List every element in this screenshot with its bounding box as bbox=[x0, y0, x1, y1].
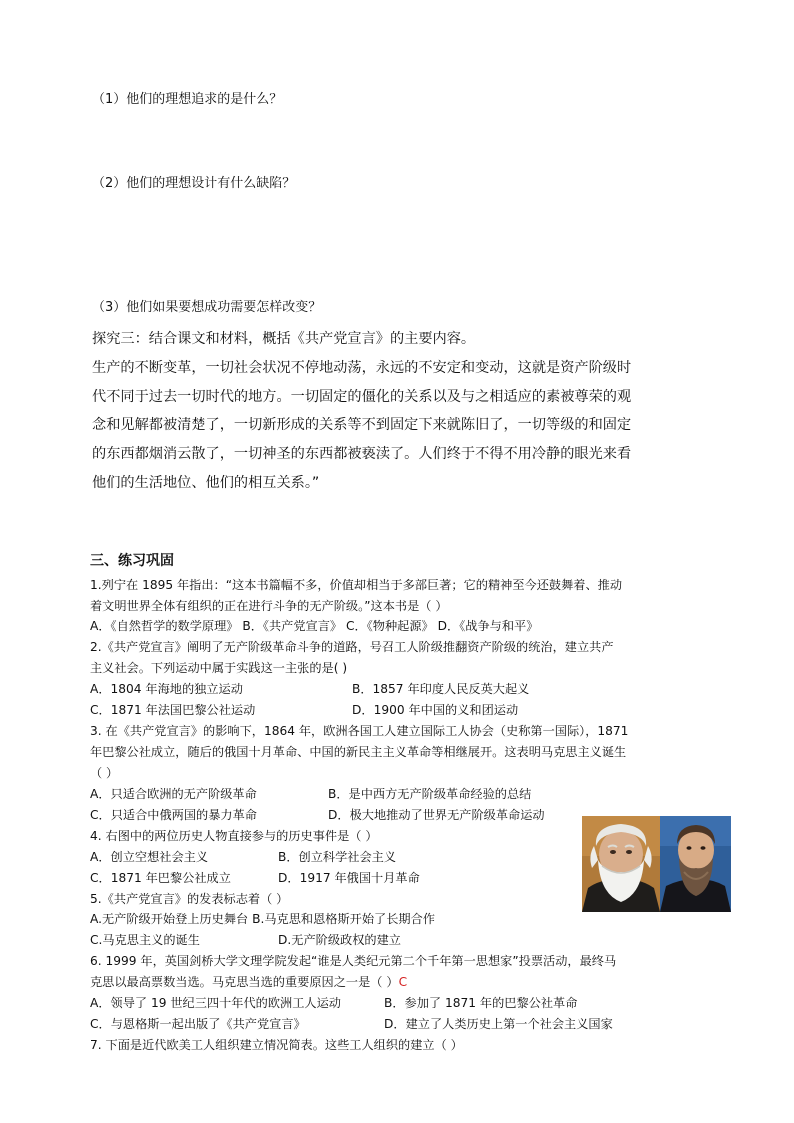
exercise-options: A.无产阶级开始登上历史舞台 B.马克思和恩格斯开始了长期合作 bbox=[90, 912, 435, 926]
exercise-line: 5.《共产党宣言》的发表标志着（ ） bbox=[90, 892, 289, 906]
exercise-line bbox=[90, 973, 407, 992]
exercise-line: （ ） bbox=[90, 766, 119, 780]
option-d: D．建立了人类历史上第一个社会主义国家 bbox=[384, 1017, 613, 1031]
inquiry-title: 探究三：结合课文和材料，概括《共产党宣言》的主要内容。 bbox=[92, 331, 476, 347]
exercise-line: 年巴黎公社成立，随后的俄国十月革命、中国的新民主主义革命等相继展开。这表明马克思主义诞生 bbox=[90, 745, 627, 759]
option-d: D.无产阶级政权的建立 bbox=[278, 933, 401, 947]
portrait-right bbox=[660, 816, 731, 912]
inquiry-line: 的东西都烟消云散了，一切神圣的东西都被亵渎了。人们终于不得不用冷静的眼光来看 bbox=[92, 446, 632, 463]
option-c: C．1871 年巴黎公社成立 bbox=[90, 871, 231, 885]
inquiry-line: 生产的不断变革，一切社会状况不停地动荡，永远的不安定和变动，这就是资产阶级时 bbox=[92, 359, 632, 376]
exercise-text: 克思以最高票数当选。马克思当选的重要原因之一是（ ） bbox=[90, 975, 399, 989]
option-d: D．1917 年俄国十月革命 bbox=[278, 871, 420, 885]
option-a: A．只适合欧洲的无产阶级革命 bbox=[90, 787, 257, 801]
option-c: C．只适合中俄两国的暴力革命 bbox=[90, 808, 257, 822]
option-b: B．1857 年印度人民反英大起义 bbox=[352, 682, 530, 696]
question-1: （1）他们的理想追求的是什么？ bbox=[92, 92, 283, 107]
option-b: B．参加了 1871 年的巴黎公社革命 bbox=[384, 996, 578, 1010]
exercise-line: 6. 1999 年，英国剑桥大学文理学院发起“谁是人类纪元第二个千年第一思想家”投票活动，最终马 bbox=[90, 954, 617, 968]
exercise-line: 2.《共产党宣言》阐明了无产阶级革命斗争的道路，号召工人阶级推翻资产阶级的统治，建立共产 bbox=[90, 640, 614, 654]
option-b: B．创立科学社会主义 bbox=[278, 850, 397, 864]
answer-mark: C bbox=[398, 975, 408, 989]
option-c: C.马克思主义的诞生 bbox=[90, 933, 200, 947]
inquiry-line: 念和见解都被清楚了，一切新形成的关系等不到固定下来就陈旧了，一切等级的和固定 bbox=[92, 417, 632, 434]
portrait-left bbox=[582, 816, 660, 912]
exercise-line: 着文明世界全体有组织的正在进行斗争的无产阶级。”这本书是（ ） bbox=[90, 599, 448, 613]
section-heading: 三、练习巩固 bbox=[90, 553, 174, 569]
exercise-line: 7. 下面是近代欧美工人组织建立情况简表。这些工人组织的建立（ ） bbox=[90, 1038, 463, 1052]
option-b: B．是中西方无产阶级革命经验的总结 bbox=[328, 787, 532, 801]
question-3: （3）他们如果要想成功需要怎样改变？ bbox=[92, 300, 322, 315]
exercise-line: 主义社会。下列运动中属于实践这一主张的是( ) bbox=[90, 661, 348, 675]
option-c: C．1871 年法国巴黎公社运动 bbox=[90, 703, 256, 717]
option-a: A．创立空想社会主义 bbox=[90, 850, 209, 864]
option-d: D．1900 年中国的义和团运动 bbox=[352, 703, 519, 717]
portrait-image bbox=[582, 816, 731, 912]
inquiry-line: 他们的生活地位、他们的相互关系。” bbox=[92, 474, 320, 491]
exercise-line: 3. 在《共产党宣言》的影响下，1864 年，欧洲各国工人建立国际工人协会（史称第一国际），1871 bbox=[90, 724, 629, 738]
option-c: C．与恩格斯一起出版了《共产党宣言》 bbox=[90, 1017, 306, 1031]
option-a: A．领导了 19 世纪三四十年代的欧洲工人运动 bbox=[90, 996, 341, 1010]
inquiry-line: 代不同于过去一切时代的地方。一切固定的僵化的关系以及与之相适应的素被尊荣的观 bbox=[92, 388, 632, 405]
exercise-options: A．《自然哲学的数学原理》 B．《共产党宣言》 C．《物种起源》 D．《战争与和平》 bbox=[90, 619, 539, 633]
option-a: A．1804 年海地的独立运动 bbox=[90, 682, 243, 696]
exercise-line: 4. 右图中的两位历史人物直接参与的历史事件是（ ） bbox=[90, 829, 378, 843]
inquiry-block bbox=[92, 325, 712, 498]
question-2: （2）他们的理想设计有什么缺陷？ bbox=[92, 176, 296, 191]
option-d: D．极大地推动了世界无产阶级革命运动 bbox=[328, 808, 545, 822]
exercise-line: 1.列宁在 1895 年指出：“这本书篇幅不多，价值却相当于多部巨著；它的精神至今还鼓舞着、推动 bbox=[90, 578, 623, 592]
